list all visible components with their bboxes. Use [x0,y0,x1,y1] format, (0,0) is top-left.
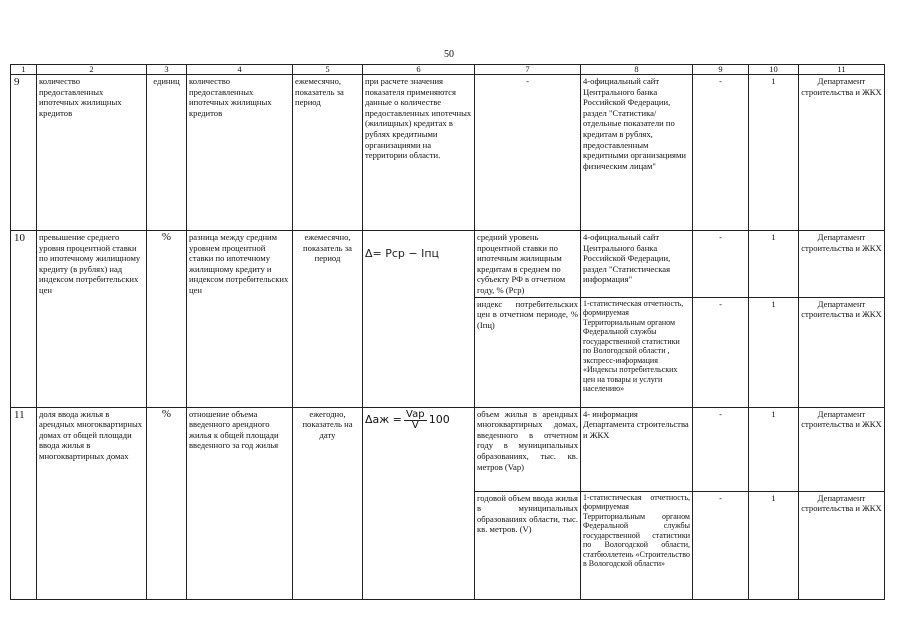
formula-multiplier: 100 [428,412,450,426]
row-number: 9 [11,75,37,231]
source-cell: 4-официальный сайт Центрального банка Российской Федерации, раздел "Статистическая информация" [581,231,693,298]
formula-numerator: Vap [406,408,425,420]
table-row [11,407,885,491]
col10-cell: 1 [749,407,799,491]
page-number: 50 [444,49,454,60]
formula-cell [363,407,475,599]
department-cell: Департамент строительства и ЖКХ [799,297,885,407]
source-cell: 4-официальный сайт Центрального банка Российской Федерации, раздел "Статистика/отдельные показатели по кредитам в рублях, предоставленным кредитными организациями физическим лицам" [581,75,693,231]
col-header: 1 [11,65,37,75]
col9-cell: - [693,407,749,491]
col9-cell: - [693,491,749,599]
formula-lhs: Δаж = [365,412,402,426]
indicator-name: количество предоставленных ипотечных жилищных кредитов [37,75,147,231]
formula-cell [363,231,475,408]
row-number: 11 [11,407,37,599]
department-cell: Департамент строительства и ЖКХ [799,407,885,491]
col10-cell: 1 [749,297,799,407]
indicators-table [10,64,885,600]
periodicity-cell: ежегодно, показатель на дату [293,407,363,599]
col10-cell: 1 [749,231,799,298]
department-cell: Департамент строительства и ЖКХ [799,491,885,599]
col-header: 9 [693,65,749,75]
column-number-row [11,65,885,75]
department-cell: Департамент строительства и ЖКХ [799,231,885,298]
col-header: 10 [749,65,799,75]
base-indicator-cell: объем жилья в арендных многоквартирных домах, введенного в отчетном году в муниципальных образованиях, тыс. кв. метров (Vap) [475,407,581,491]
source-cell: 4- информация Департамента строительства и ЖКХ [581,407,693,491]
formula-fraction [404,410,427,432]
col-header: 2 [37,65,147,75]
col-header: 4 [187,65,293,75]
indicator-name: превышение среднего уровня процентной ставки по ипотечному жилищному кредиту (в рублях) над индексом потребительских цен [37,231,147,408]
source-cell: 1-статистическая отчетность, формируемая Территориальным органом Федеральной службы государственной статистики по Вологодской области , экспресс-информация «Индексы потребительских цен на товары и услуги населению» [581,297,693,407]
formula-denominator: V [411,420,419,432]
unit-cell: % [147,407,187,599]
department-cell: Департамент строительства и ЖКХ [799,75,885,231]
col-header: 11 [799,65,885,75]
base-indicator-cell: годовой объем ввода жилья в муниципальных образованиях области, тыс. кв. метров. (V) [475,491,581,599]
col9-cell: - [693,75,749,231]
definition-cell: разница между средним уровнем процентной ставки по ипотечному жилищному кредиту и индексом потребительских цен [187,231,293,408]
formula: Δ= Pcp − Iпц [365,247,440,260]
periodicity-cell: ежемесячно, показатель за период [293,231,363,408]
col10-cell: 1 [749,75,799,231]
base-indicator-cell: - [475,75,581,231]
table-row [11,231,885,298]
col-header: 3 [147,65,187,75]
col9-cell: - [693,297,749,407]
definition-cell: количество предоставленных ипотечных жилищных кредитов [187,75,293,231]
unit-cell: единиц [147,75,187,231]
periodicity-cell: ежемесячно, показатель за период [293,75,363,231]
col-header: 5 [293,65,363,75]
unit-cell: % [147,231,187,408]
indicator-name: доля ввода жилья в арендных многоквартирных домах от общей площади ввода жилья в многоквартирных домах [37,407,147,599]
base-indicator-cell: средний уровень процентной ставки по ипотечным жилищным кредитам в среднем по субъекту РФ в отчетном году, % (Рср) [475,231,581,298]
col-header: 8 [581,65,693,75]
table-row [11,75,885,231]
source-cell: 1-статистическая отчетность, формируемая Территориальным органом Федеральной службы государственной статистики по Вологодской области, статбюллетень «Строительство в Вологодской области» [581,491,693,599]
col10-cell: 1 [749,491,799,599]
row-number: 10 [11,231,37,408]
col-header: 7 [475,65,581,75]
base-indicator-cell: индекс потребительских цен в отчетном периоде, % (Iпц) [475,297,581,407]
col9-cell: - [693,231,749,298]
col-header: 6 [363,65,475,75]
method-cell: при расчете значения показателя применяются данные о количестве предоставленных ипотечных (жилищных) кредитах в рублях кредитными организациями на территории области. [363,75,475,231]
definition-cell: отношение объема введенного арендного жилья к общей площади введенного за год жилья [187,407,293,599]
